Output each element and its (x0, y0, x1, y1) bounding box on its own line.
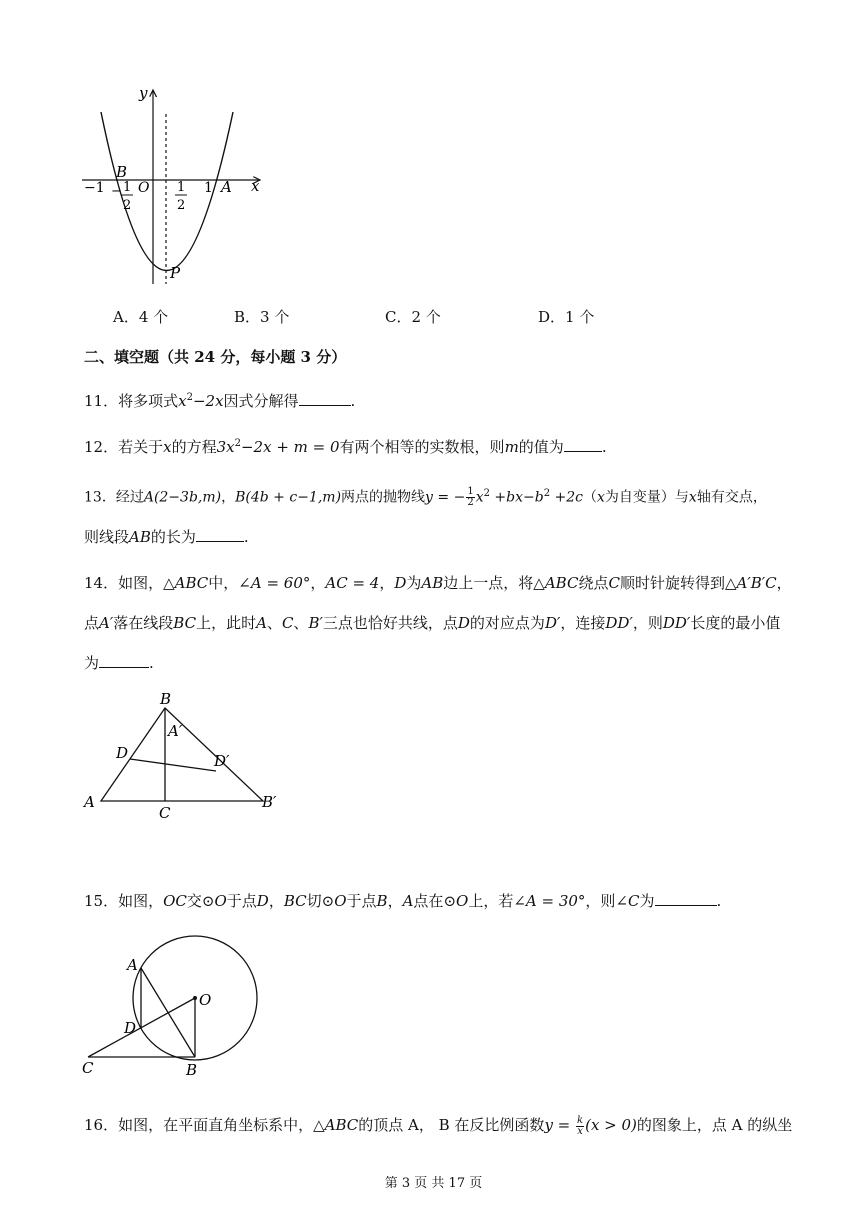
q15-number: 15． (84, 892, 119, 910)
option-a: A．4 个 (113, 308, 169, 326)
q14-number: 14． (84, 574, 119, 592)
label-B: B (160, 690, 172, 708)
question-12: 12．若关于x的方程$3x^2-2x + m = 0$有两个相等的实数根，则m的值为 . (84, 438, 607, 456)
segment-AB (141, 968, 195, 1057)
label-D: D (124, 1019, 137, 1037)
label-D-prime: D′ (214, 752, 230, 770)
label-D: D (116, 744, 129, 762)
answer-blank[interactable] (196, 527, 244, 542)
q16-number: 16． (84, 1116, 119, 1134)
circle-figure (78, 930, 278, 1080)
option-c: C．2 个 (385, 308, 441, 326)
q13-number: 13． (84, 489, 116, 506)
y-axis-label: y (139, 84, 148, 102)
center-dot (193, 996, 197, 1000)
question-16: 16．如图，在平面直角坐标系中，△ABC的顶点 A， B 在反比例函数y = $\frac{k}{x}$ (x > 0)的图象上，点 A 的纵坐 (84, 1114, 793, 1137)
question-15: 15．如图，OC交⊙O于点D，BC切⊙O于点B，A点在⊙O上，若∠A = 30°，则∠C为 . (84, 892, 722, 910)
label-B-prime: B′ (262, 793, 277, 811)
label-O: O (138, 180, 150, 196)
answer-blank[interactable] (655, 891, 717, 906)
label-P: P (170, 264, 181, 282)
x-axis-label: x (251, 177, 260, 195)
label-A: A (127, 956, 138, 974)
question-14-line2: 点A′落在线段BC上，此时A、C、B′三点也恰好共线，点D的对应点为D′，连接DD′，则DD′长度的最小值 (84, 614, 781, 632)
label-B: B (186, 1061, 198, 1079)
label-A: A (221, 178, 232, 196)
label-neg-sign: − (111, 184, 122, 199)
label-half-pos-num: 1 (177, 180, 186, 195)
question-11: 11．将多项式$x^2-2x$因式分解得 . (84, 392, 356, 410)
fraction: $\frac{1}{2}$ (467, 486, 474, 508)
label-A-prime: A′ (168, 722, 183, 740)
fraction: $\frac{k}{x}$ (577, 1114, 584, 1137)
answer-blank[interactable] (564, 437, 602, 452)
answer-blank[interactable] (99, 653, 149, 668)
label-half-neg-den: 2 (123, 198, 132, 213)
section-heading: 二、填空题（共 24 分，每小题 3 分） (84, 348, 347, 366)
label-C: C (82, 1059, 94, 1077)
label-half-neg-num: 1 (123, 180, 132, 195)
option-d: D．1 个 (538, 308, 595, 326)
triangle-figure (76, 690, 296, 825)
parabola-figure (78, 84, 268, 289)
question-14-line3: 为 . (84, 654, 154, 672)
label-A: A (84, 793, 95, 811)
label-O: O (199, 991, 212, 1009)
page-footer: 第 3 页 共 17 页 (384, 1176, 483, 1191)
segment-A1B1 (165, 739, 263, 801)
q11-number: 11． (84, 392, 119, 410)
question-13-line2: 则线段AB的长为 . (84, 528, 249, 546)
label-B: B (116, 163, 128, 181)
label-1: 1 (204, 180, 213, 196)
q12-number: 12． (84, 438, 119, 456)
label-half-pos-den: 2 (177, 198, 186, 213)
answer-blank[interactable] (299, 391, 351, 406)
label-neg1: −1 (84, 180, 105, 196)
label-C: C (159, 804, 171, 822)
question-14-line1: 14．如图，△ABC中，∠A = 60°，AC = 4，D为AB边上一点，将△ABC绕点C顺时针旋转得到△A′B′C， (84, 574, 792, 592)
segment-DD1 (130, 759, 216, 771)
option-b: B．3 个 (234, 308, 290, 326)
question-13-line1: 13．经过A(2−3b,m)，B(4b + c−1,m)两点的抛物线y = − $\frac{1}{2}$ $x^2 +bx-b^2 +2c(x$为自变量）与x轴有交点， (84, 486, 767, 508)
